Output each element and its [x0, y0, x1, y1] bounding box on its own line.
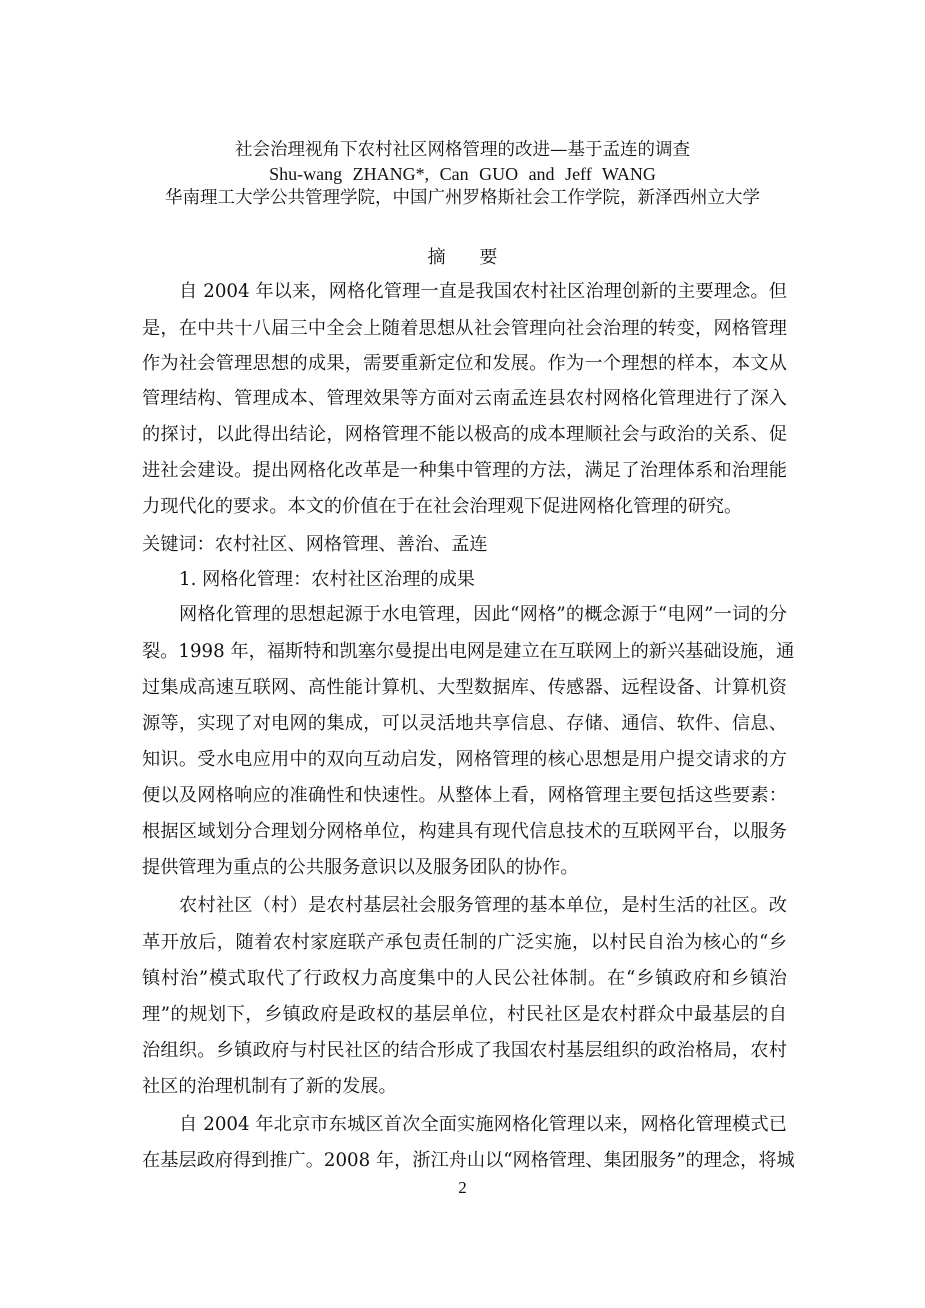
body-line: 过集成高速互联网、高性能计算机、大型数据库、传感器、远程设备、计算机资	[142, 677, 787, 698]
abstract-line: 力现代化的要求。本文的价值在于在社会治理观下促进网格化管理的研究。	[142, 496, 743, 517]
body-line: 治组织。乡镇政府与村民社区的结合形成了我国农村基层组织的政治格局，农村	[142, 1040, 787, 1061]
body-line: 农村社区（村）是农村基层社会服务管理的基本单位，是村生活的社区。改	[179, 895, 787, 916]
body-line: 自 2004 年北京市东城区首次全面实施网格化管理以来，网格化管理模式已	[179, 1114, 787, 1135]
body-line: 裂。1998 年，福斯特和凯塞尔曼提出电网是建立在互联网上的新兴基础设施，通	[142, 641, 795, 662]
paper-authors: Shu-wang ZHANG*, Can GUO and Jeff WANG	[269, 164, 656, 184]
body-line: 理”的规划下，乡镇政府是政权的基层单位，村民社区是农村群众中最基层的自	[142, 1004, 787, 1025]
body-line: 知识。受水电应用中的双向互动启发，网格管理的核心思想是用户提交请求的方	[142, 749, 787, 770]
body-line: 网格化管理的思想起源于水电管理，因此“网格”的概念源于“电网”一词的分	[179, 604, 787, 625]
abstract-line: 进社会建设。提出网格化改革是一种集中管理的方法，满足了治理体系和治理能	[142, 460, 787, 481]
abstract-line: 管理结构、管理成本、管理效果等方面对云南孟连县农村网格化管理进行了深入	[142, 388, 787, 409]
abstract-line: 的探讨，以此得出结论，网格管理不能以极高的成本理顺社会与政治的关系、促	[142, 424, 787, 445]
body-line: 在基层政府得到推广。2008 年，浙江舟山以“网格管理、集团服务”的理念，将城	[142, 1150, 795, 1171]
keywords: 关键词：农村社区、网格管理、善治、孟连	[142, 534, 488, 555]
abstract-line: 自 2004 年以来，网格化管理一直是我国农村社区治理创新的主要理念。但	[179, 281, 787, 302]
page-number: 2	[458, 1178, 467, 1197]
paper-affiliations: 华南理工大学公共管理学院，中国广州罗格斯社会工作学院，新泽西州立大学	[165, 188, 760, 208]
body-line: 提供管理为重点的公共服务意识以及服务团队的协作。	[142, 857, 579, 878]
body-line: 源等，实现了对电网的集成，可以灵活地共享信息、存储、通信、软件、信息、	[142, 713, 787, 734]
abstract-heading: 摘 要	[427, 247, 512, 268]
body-line: 镇村治”模式取代了行政权力高度集中的人民公社体制。在“乡镇政府和乡镇治	[142, 968, 787, 989]
paper-title: 社会治理视角下农村社区网格管理的改进—基于孟连的调查	[235, 140, 690, 160]
body-line: 社区的治理机制有了新的发展。	[142, 1076, 397, 1097]
section-heading: 1. 网格化管理：农村社区治理的成果	[179, 569, 475, 590]
abstract-line: 是，在中共十八届三中全会上随着思想从社会管理向社会治理的转变，网格管理	[142, 318, 787, 339]
body-line: 根据区域划分合理划分网格单位，构建具有现代信息技术的互联网平台，以服务	[142, 821, 787, 842]
body-line: 革开放后，随着农村家庭联产承包责任制的广泛实施，以村民自治为核心的“乡	[142, 932, 787, 953]
abstract-line: 作为社会管理思想的成果，需要重新定位和发展。作为一个理想的样本，本文从	[142, 353, 787, 374]
body-line: 便以及网格响应的准确性和快速性。从整体上看，网格管理主要包括这些要素：	[142, 785, 787, 806]
